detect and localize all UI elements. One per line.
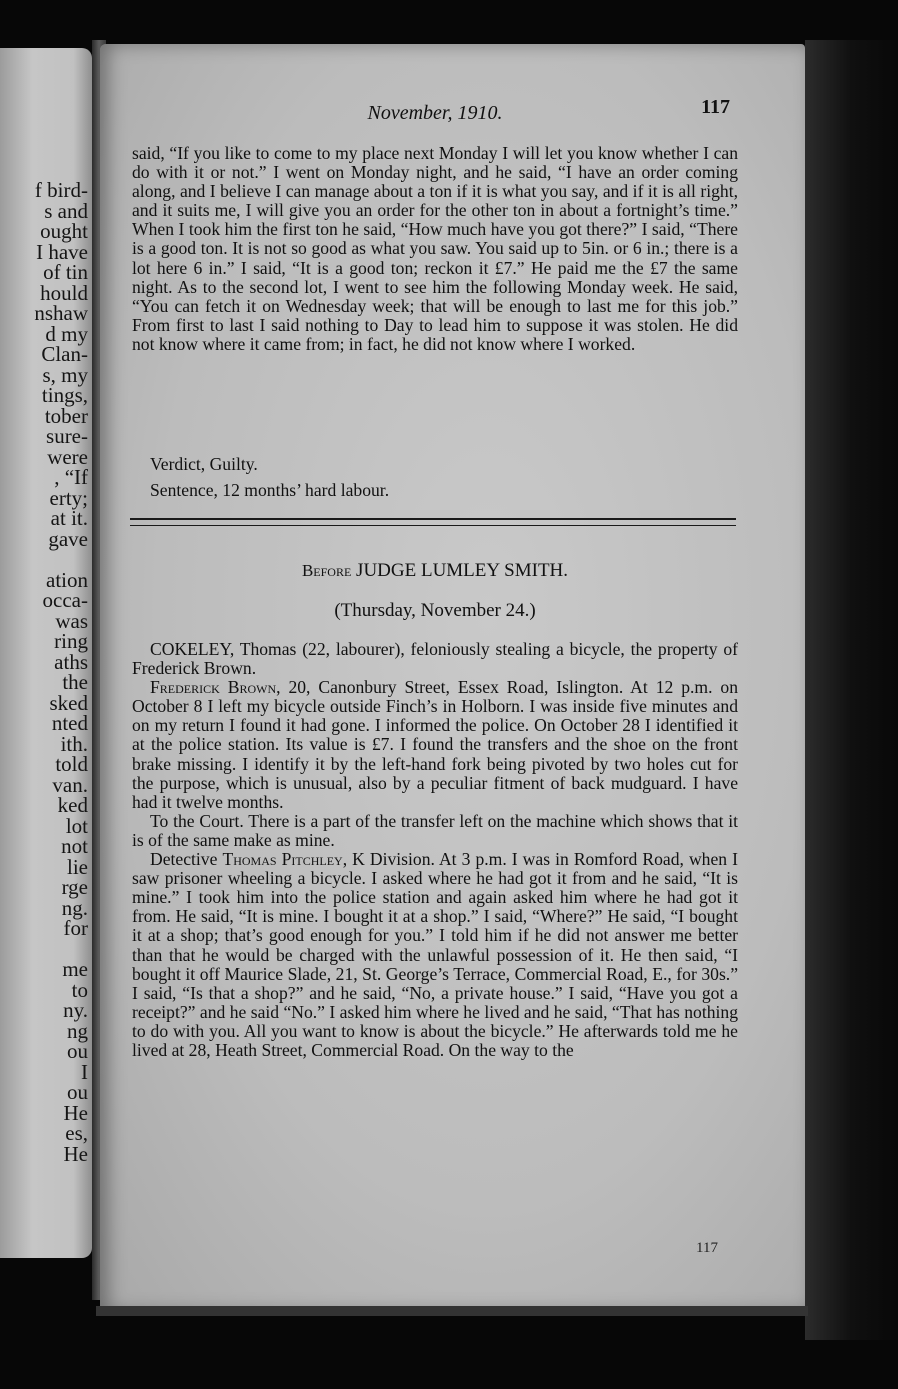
- left-page-text-fragments: [34, 180, 88, 1164]
- left-page-fragment: s and: [44, 198, 88, 223]
- witness2-text: K Division. At 3 p.m. I was in Romford Road, when I saw prisoner wheeling a bicycle. I asked where he had got it from and he said, “It is mine.” I took him into the police station and again asked him where he had got it from. He said, “It is mine. I bought it at a shop.” I said, “Where?” He said, “I bought it at a shop; that’s good enough for you.” I told him if he did not answer me better than that he would be charged with the unlawful possession of it. He then said, “I bought it off Maurice Slade, 21, St. George’s Terrace, Commercial Road, E., for 30s.” I said, “Is that a shop?” and he said, “No, a private house.” I said, “Have you got a receipt?” and he said “No.” I asked him where he lived and he said, “That has nothing to do with you. All you want to know is about the bicycle.” He afterwards told me he lived at 28, Heath Street, Commercial Road. On the way to the: [132, 849, 738, 1060]
- left-page-fragment: ought: [40, 219, 88, 243]
- left-page-fragment: ring: [54, 629, 88, 653]
- left-page-fragment: He: [63, 1100, 88, 1125]
- left-page-fragment: not: [61, 834, 88, 858]
- judge-heading-before: Before: [301, 561, 352, 580]
- witness2-paragraph: [132, 850, 738, 1060]
- left-page-fragment: tober: [44, 403, 88, 428]
- section-divider-thin: [130, 525, 736, 526]
- left-page-fragment: ou: [67, 1080, 88, 1104]
- case1-paragraph: said, “If you like to come to my place next Monday I will let you know whether I can do with it or not.” I went on Monday night, and he said, “I have an order coming along, and I believe I can manage about a ton if it is what you say, and if it is all right, and it suits me, I will give you an order for the other ton in about a fortnight’s time.” When I took him the first ton he said, “How much have you got there?” I said, “There is a good ton. It is not so good as what you saw. You said up to 5in. or 6 in.; there is a lot here 6 in.” I said, “It is a good ton; reckon it £7.” He paid me the £7 the same night. As to the second lot, I went to see him the following Monday week. He said, “You can fetch it on Wednesday week; that will be enough to last me for this job.” From first to last I said nothing to Day to lead him to suppose it was stolen. He did not know where it came from; in fact, he did not know where I worked.: [132, 143, 738, 354]
- right-dark-edge: [805, 40, 898, 1340]
- left-page-fragment: I have: [36, 239, 88, 264]
- defendant-name: COKELEY,: [150, 639, 235, 659]
- left-page-fragment: van.: [52, 772, 88, 797]
- left-page-fragment: ng.: [61, 895, 88, 920]
- left-page-fragment: Clan-: [41, 342, 88, 366]
- left-page-fragment: nshaw: [34, 301, 88, 325]
- left-page-fragment: [34, 939, 88, 960]
- left-page-fragment: were: [47, 444, 88, 469]
- witness1-name: Frederick Brown,: [150, 677, 281, 698]
- left-page-fragment: He: [63, 1141, 88, 1166]
- left-page-fragment: nted: [51, 711, 88, 735]
- left-page-fragment: of tin: [43, 260, 88, 284]
- judge-heading: [132, 560, 738, 582]
- left-page-fragment: ith.: [60, 731, 88, 756]
- left-page-fragment: f bird-: [34, 178, 88, 202]
- left-page-fragment: tings,: [41, 383, 88, 407]
- case1-testimony: [132, 144, 738, 354]
- page-number: 117: [701, 96, 730, 118]
- left-page-fragment: occa-: [42, 588, 88, 612]
- left-page-fragment: d my: [45, 321, 88, 346]
- left-page-fragment: told: [55, 752, 88, 776]
- left-page-fragment: sure-: [46, 424, 88, 448]
- left-page-fragment: at it.: [50, 506, 88, 530]
- case2-charge-paragraph: [132, 640, 738, 678]
- left-page-edge: [0, 48, 92, 1258]
- left-page-fragment: aths: [54, 649, 88, 674]
- judge-heading-name: JUDGE LUMLEY SMITH.: [356, 560, 569, 581]
- sentence-line: Sentence, 12 months’ hard labour.: [150, 480, 390, 500]
- running-title: November, 1910.: [367, 102, 503, 124]
- left-page-fragment: rge: [61, 875, 88, 899]
- witness2-prefix: Detective: [150, 849, 218, 870]
- left-page-fragment: lot: [65, 813, 88, 838]
- left-page-fragment: ng: [67, 1018, 88, 1043]
- footer-folio-mark: 117: [696, 1240, 718, 1256]
- to-court-paragraph: To the Court. There is a part of the transfer left on the machine which shows that it is of the same make as mine.: [132, 810, 738, 850]
- left-page-fragment: es,: [65, 1121, 88, 1145]
- verdict-line: Verdict, Guilty.: [150, 454, 258, 474]
- page-header: [132, 96, 738, 128]
- left-page-fragment: gave: [48, 526, 88, 551]
- left-page-fragment: the: [62, 670, 88, 694]
- witness1-text: 20, Canonbury Street, Essex Road, Islington. At 12 p.m. on October 8 I left my bicycle outside Finch’s in Holborn. I was inside five minutes and on my return I found it had gone. I informed the police. On October 28 I identified it at the police station. Its value is £7. I found the transfers and the shoe on the front brake missing. I identify it by the left-hand fork being pivoted by two holes cut for the purpose, which is unusual, also by a peculiar fitment of back mudguard. I have had it twelve months.: [132, 677, 739, 812]
- session-date: (Thursday, November 24.): [334, 600, 536, 621]
- left-page-fragment: I: [81, 1059, 88, 1084]
- left-page-fragment: for: [63, 916, 88, 940]
- left-page-fragment: hould: [40, 280, 88, 305]
- left-page-fragment: sked: [49, 690, 88, 715]
- left-page-fragment: to: [71, 977, 88, 1002]
- left-page-fragment: lie: [67, 854, 88, 879]
- left-page-fragment: erty;: [49, 485, 88, 510]
- charge-text: Thomas (22, labourer), feloniously stealing a bicycle, the property of Frederick Brown.: [132, 639, 738, 679]
- left-page-fragment: ny.: [63, 998, 88, 1022]
- left-page-fragment: ation: [46, 567, 88, 592]
- section-divider-thick: [130, 518, 736, 520]
- left-page-fragment: ked: [57, 793, 88, 817]
- left-page-fragment: [34, 549, 88, 570]
- page-bottom-edge: [96, 1306, 808, 1316]
- case2-block: [132, 640, 738, 1060]
- left-page-fragment: s, my: [42, 362, 88, 387]
- left-page-fragment: was: [55, 608, 88, 633]
- witness1-paragraph: [132, 678, 738, 812]
- left-page-fragment: , “If: [54, 465, 88, 489]
- left-page-fragment: me: [62, 957, 88, 981]
- document-page: [100, 44, 805, 1312]
- witness2-name: Thomas Pitchley,: [222, 849, 348, 870]
- left-page-fragment: ou: [67, 1039, 88, 1063]
